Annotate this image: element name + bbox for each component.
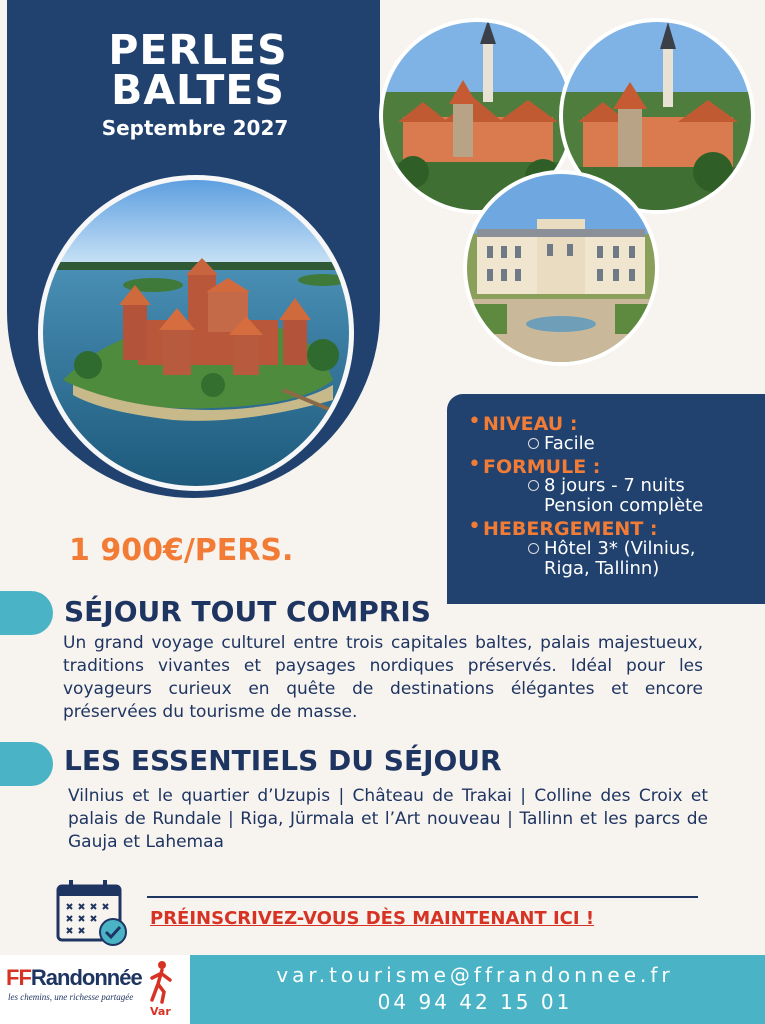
trakai-castle-photo <box>38 175 354 491</box>
section-title-sejour: SÉJOUR TOUT COMPRIS <box>64 595 431 628</box>
info-hebergement <box>468 514 658 540</box>
logo-tagline: les chemins, une richesse partagée <box>8 992 134 1002</box>
price: 1 900€/PERS. <box>69 533 294 568</box>
ffrandonnee-logo <box>0 955 190 1024</box>
section-title-essentiels: LES ESSENTIELS DU SÉJOUR <box>64 744 502 777</box>
logo-ff: FF <box>6 965 31 990</box>
bullet-icon: • <box>468 452 481 477</box>
title-line-2: BALTES <box>111 66 285 114</box>
trip-date: Septembre 2027 <box>101 116 289 140</box>
logo-wordmark <box>6 965 142 991</box>
hiker-icon <box>148 960 174 1004</box>
niveau-label: NIVEAU : <box>483 413 578 435</box>
niveau-value: Facile <box>544 433 595 454</box>
formule-value-1: 8 jours - 7 nuits <box>544 475 685 496</box>
hebergement-value-1: Hôtel 3* (Vilnius, <box>544 538 696 559</box>
circle-bullet-icon <box>528 438 539 449</box>
bullet-icon: • <box>468 409 481 434</box>
section-tab-decoration <box>0 591 53 635</box>
niveau-value-row <box>544 434 765 454</box>
bullet-icon: • <box>468 514 481 539</box>
separator-line <box>147 896 698 898</box>
trip-info-box <box>447 394 765 604</box>
hebergement-value-2: Riga, Tallinn) <box>544 558 660 579</box>
info-niveau <box>468 409 578 435</box>
logo-rando: Randonnée <box>30 965 142 990</box>
formule-label: FORMULE : <box>483 456 601 478</box>
contact-email[interactable]: var.tourisme@ffrandonnee.fr <box>276 963 674 987</box>
page-title <box>88 26 308 114</box>
section-text-sejour: Un grand voyage culturel entre trois capitales baltes, palais majestueux, traditions vivantes et paysages nordiques préservés. Idéal pour les voyageurs curieux en quête de destinations élégantes et encore préservées du tourisme de masse. <box>63 633 703 722</box>
contact-bar <box>190 955 765 1024</box>
circle-bullet-icon <box>528 480 539 491</box>
calendar-icon <box>55 878 131 948</box>
section-text-essentiels: Vilnius et le quartier d’Uzupis | Château de Trakai | Colline des Croix et palais de Rundale | Riga, Jürmala et l’Art nouveau | Tallinn et les parcs de Gauja et Lahemaa <box>68 786 708 852</box>
title-line-1: PERLES <box>108 26 288 74</box>
formule-value-2: Pension complète <box>544 495 704 516</box>
preregister-link[interactable]: PRÉINSCRIVEZ-VOUS DÈS MAINTENANT ICI ! <box>150 908 595 929</box>
logo-region: Var <box>150 1005 171 1018</box>
section-tab-decoration <box>0 742 53 786</box>
hebergement-label: HEBERGEMENT : <box>483 518 658 540</box>
formule-value-row <box>544 476 765 516</box>
hebergement-value-row <box>544 539 765 579</box>
circle-bullet-icon <box>528 543 539 554</box>
rundale-palace-photo <box>463 170 659 366</box>
contact-phone[interactable]: 04 94 42 15 01 <box>377 990 573 1014</box>
